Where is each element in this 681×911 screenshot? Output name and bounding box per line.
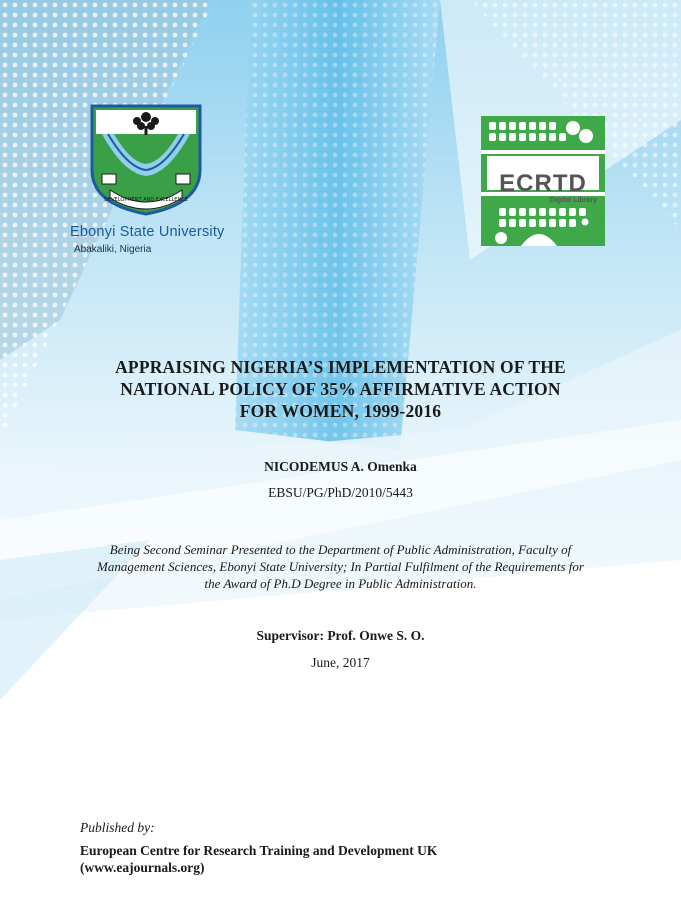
ecrtd-subtitle: Digital Library	[549, 197, 597, 204]
title-line: APPRAISING NIGERIA’S IMPLEMENTATION OF THE	[115, 357, 566, 377]
title-line: NATIONAL POLICY OF 35% AFFIRMATIVE ACTION	[120, 379, 561, 399]
ebonyi-state-university-logo	[70, 104, 238, 260]
registration-number: EBSU/PG/PhD/2010/5443	[268, 485, 413, 500]
publisher-website: (www.eajournals.org)	[80, 860, 205, 875]
ecrtd-logo	[481, 116, 605, 246]
institution-location: Abakaliki, Nigeria	[74, 244, 152, 255]
document-date: June, 2017	[311, 655, 370, 670]
seminar-statement	[60, 541, 621, 592]
ecrtd-abbrev: ECRTD	[499, 170, 587, 197]
document-title	[60, 356, 621, 422]
svg-text:DEVELOPMENT AND EXCELLENCE: DEVELOPMENT AND EXCELLENCE	[104, 197, 188, 203]
author-name: NICODEMUS A. Omenka	[264, 459, 417, 474]
esu-crest-icon	[88, 104, 204, 216]
supervisor: Supervisor: Prof. Onwe S. O.	[256, 628, 425, 643]
institution-name: Ebonyi State University	[70, 224, 225, 240]
title-line: FOR WOMEN, 1999-2016	[239, 401, 442, 421]
seminar-line: the Award of Ph.D Degree in Public Administration.	[204, 576, 477, 591]
published-by-label: Published by:	[80, 820, 155, 835]
publisher-name: European Centre for Research Training and Development UK	[80, 843, 438, 858]
seminar-line: Being Second Seminar Presented to the Department of Public Administration, Faculty of	[109, 542, 572, 557]
seminar-line: Management Sciences, Ebonyi State University; In Partial Fulfilment of the Requirements for	[97, 559, 584, 574]
publisher-block	[80, 842, 437, 876]
